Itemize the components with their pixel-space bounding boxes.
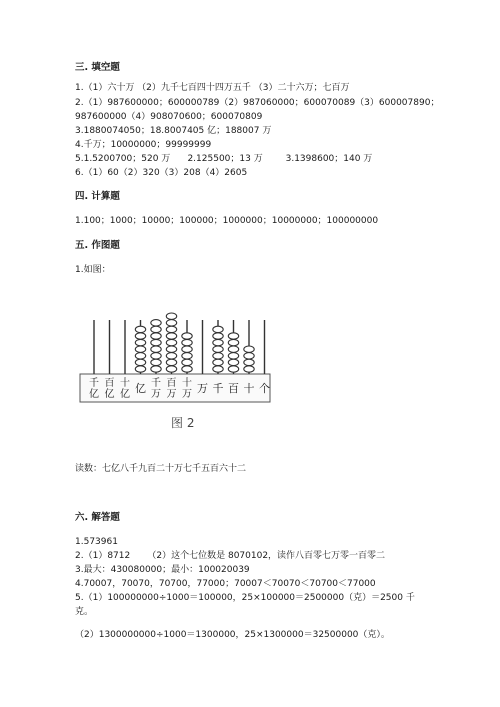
answer-line: 1.100；1000；10000；100000；1000000；10000000；100000000 [75, 216, 379, 226]
answer-line: 3.最大：430080000；最小：100020039 [75, 565, 250, 575]
abacus-bead [182, 339, 192, 345]
place-label: 十 [120, 378, 130, 389]
abacus-bead [166, 320, 176, 326]
abacus-bead [151, 326, 161, 332]
abacus-bead [166, 346, 176, 352]
abacus-bead [135, 353, 145, 359]
abacus-bead [135, 326, 145, 332]
answer-line: 5.1.5200700；520 万 2.125500；13 万 3.1398600；140 万 [75, 154, 373, 164]
abacus-bead [244, 346, 254, 352]
place-label: 百 [166, 378, 177, 389]
abacus-bead [166, 353, 176, 359]
abacus-bead [135, 339, 145, 345]
place-label: 十 [182, 378, 192, 389]
abacus-bead [151, 333, 161, 339]
place-label: 个 [259, 382, 270, 395]
abacus-bead [151, 346, 161, 352]
abacus-bead [213, 359, 223, 365]
place-label: 万 [197, 382, 208, 395]
place-label: 万 [166, 389, 177, 400]
abacus-bead [244, 359, 254, 365]
answer-line: 2.（1）987600000；600000789（2）987060000；600070089（3）600007890； [75, 98, 440, 108]
abacus-bead [151, 359, 161, 365]
abacus-bead [213, 353, 223, 359]
abacus-bead [135, 346, 145, 352]
abacus-bead [135, 366, 145, 372]
answer-line: 3.1880074050；18.8007405 亿；188007 万 [75, 126, 272, 136]
abacus-figure [76, 296, 286, 408]
abacus-bead [182, 366, 192, 372]
abacus-bead [182, 359, 192, 365]
abacus-bead [244, 353, 254, 359]
section-heading-solutions: 六. 解答题 [75, 512, 120, 523]
abacus-bead [228, 359, 238, 365]
abacus-bead [228, 353, 238, 359]
place-label: 万 [182, 389, 192, 400]
abacus-bead [151, 339, 161, 345]
place-label: 百 [104, 378, 115, 389]
answer-line: （2）1300000000÷1000＝1300000，25×1300000＝32500000（克）。 [75, 630, 390, 640]
abacus-bead [213, 326, 223, 332]
answer-line: 克。 [75, 607, 94, 617]
abacus-bead [213, 366, 223, 372]
abacus-bead [244, 366, 254, 372]
place-label: 千 [212, 382, 224, 395]
abacus-bead [135, 333, 145, 339]
abacus-bead [166, 339, 176, 345]
answer-line: 4.70007，70070，70700，77000；70007＜70070＜70700＜77000 [75, 579, 376, 589]
place-label: 千 [151, 378, 161, 389]
abacus-bead [182, 353, 192, 359]
abacus-bead [228, 366, 238, 372]
place-label: 万 [151, 389, 161, 400]
abacus-bead [151, 353, 161, 359]
place-label: 亿 [89, 389, 99, 400]
abacus-bead [166, 333, 176, 339]
section-heading-drawing: 五. 作图题 [75, 240, 120, 251]
answer-line: 1.如图： [75, 265, 111, 275]
abacus-bead [182, 346, 192, 352]
figure-caption: 图 2 [171, 416, 195, 430]
abacus-reading: 读数：七亿八千九百二十万七千五百六十二 [75, 464, 247, 474]
abacus-bead [213, 346, 223, 352]
abacus-bead [135, 359, 145, 365]
place-label: 十 [243, 382, 255, 395]
section-heading-fill-blank: 三. 填空题 [75, 62, 120, 73]
answer-line: 1.（1）六十万 （2）九千七百四十四万五千 （3）二十六万；七百万 [75, 83, 350, 93]
abacus-bead [213, 339, 223, 345]
abacus-bead [182, 333, 192, 339]
answer-line: 987600000（4）908070600；600070809 [75, 112, 263, 122]
answer-line: 6.（1）60（2）320（3）208（4）2605 [75, 168, 248, 178]
abacus-bead [166, 359, 176, 365]
abacus-bead [228, 333, 238, 339]
place-label: 亿 [135, 382, 146, 395]
place-label: 亿 [104, 389, 115, 400]
abacus-bead [166, 366, 176, 372]
abacus-bead [151, 320, 161, 326]
answer-line: 1.573961 [75, 537, 118, 547]
answer-line: 2.（1）8712 （2）这个七位数是 8070102，读作八百零七万零一百零二 [75, 551, 386, 561]
abacus-bead [166, 313, 176, 319]
place-label: 亿 [120, 389, 130, 400]
abacus-bead [166, 326, 176, 332]
place-label: 千 [89, 378, 99, 389]
section-heading-calculation: 四. 计算题 [75, 191, 120, 202]
abacus-bead [213, 333, 223, 339]
abacus-bead [228, 339, 238, 345]
answer-line: 4.千万；10000000；99999999 [75, 140, 212, 150]
abacus-bead [228, 346, 238, 352]
place-label: 百 [228, 382, 239, 395]
answer-line: 5.（1）100000000÷1000＝100000，25×100000＝2500000（克）＝2500 千 [75, 593, 415, 603]
abacus-bead [151, 366, 161, 372]
